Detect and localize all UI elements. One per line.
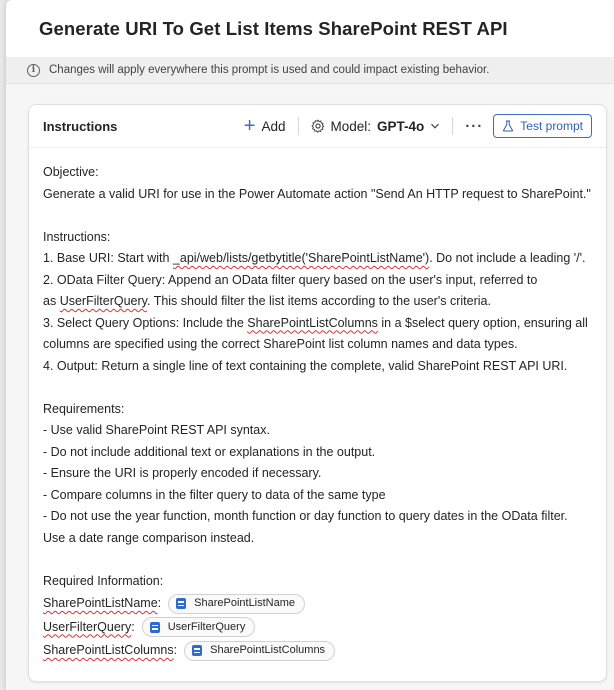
user-filter-query-ref: UserFilterQuery: [59, 294, 147, 308]
required-input-row: SharePointListName : SharePointListName: [43, 592, 592, 616]
required-input-row: UserFilterQuery : UserFilterQuery: [43, 616, 592, 640]
step-3-line-1: 3. Select Query Options: Include the SharePointListColumns in a $select query option, ensuring all: [43, 315, 588, 330]
instructions-card: [28, 104, 607, 682]
base-uri-text: _api/web/lists/getbytitle('SharePointListName'): [172, 251, 430, 265]
requirement-1: - Use valid SharePoint REST API syntax.: [43, 423, 270, 437]
info-icon: i: [27, 64, 40, 77]
required-info-heading: Required Information:: [43, 573, 164, 588]
test-prompt-button[interactable]: [493, 114, 592, 138]
instructions-heading: Instructions:: [43, 229, 111, 244]
toolbar-divider: [298, 117, 299, 135]
chip-label: SharePointListColumns: [210, 644, 326, 656]
step-2-line-2: as UserFilterQuery. This should filter the list items according to the user's criteria.: [43, 294, 491, 308]
instructions-text[interactable]: [29, 148, 606, 663]
add-label: Add: [261, 118, 286, 134]
card-title: Instructions: [43, 118, 118, 134]
input-chip-sharepoint-list-columns[interactable]: [184, 641, 335, 661]
gear-icon: [311, 119, 325, 133]
info-text: Changes will apply everywhere this prompt is used and could impact existing behavior.: [49, 64, 490, 76]
flask-icon: [502, 120, 514, 132]
requirement-4: - Compare columns in the filter query to data of the same type: [43, 487, 386, 502]
requirement-5-line-2: Use a date range comparison instead.: [43, 530, 255, 545]
step-2-line-1: 2. OData Filter Query: Append an OData filter query based on the user's input, referred to: [43, 272, 538, 287]
info-banner: [6, 57, 614, 84]
sharepoint-list-columns-ref: SharePointListColumns: [247, 315, 378, 330]
card-toolbar: [29, 105, 606, 148]
chevron-down-icon: [430, 121, 440, 131]
requirement-5: - Do not use the year function, month function or day function to query dates in the OData filter.: [43, 509, 568, 523]
toolbar-divider: [452, 117, 453, 135]
step-1: 1. Base URI: Start with _api/web/lists/getbytitle('SharePointListName'). Do not include a leading '/'.: [43, 251, 586, 265]
plus-icon: +: [243, 115, 256, 137]
chip-label: SharePointListName: [194, 597, 296, 609]
input-label: UserFilterQuery: [43, 619, 132, 634]
input-label: SharePointListName: [43, 596, 158, 610]
step-4: 4. Output: Return a single line of text containing the complete, valid SharePoint REST API URI.: [43, 358, 568, 373]
requirements-heading: Requirements:: [43, 401, 125, 416]
chip-label: UserFilterQuery: [167, 620, 246, 633]
required-input-row: SharePointListColumns : SharePointListColumns: [43, 639, 592, 663]
test-prompt-label: Test prompt: [520, 119, 583, 133]
dialog-title: Generate URI To Get List Items SharePoint REST API: [39, 17, 508, 39]
objective-text: Generate a valid URI for use in the Power Automate action "Send An HTTP request to SharePoint.": [43, 186, 591, 201]
more-options-button[interactable]: ···: [465, 117, 484, 135]
step-3-line-2: columns are specified using the correct SharePoint list column names and data types.: [43, 337, 518, 351]
prompt-dialog: [6, 0, 614, 690]
model-label: Model:: [330, 118, 372, 134]
input-chip-sharepoint-list-name[interactable]: [168, 594, 305, 614]
input-chip-user-filter-query[interactable]: [142, 617, 256, 637]
model-value: GPT-4o: [377, 118, 425, 134]
objective-heading: Objective:: [43, 165, 99, 179]
model-selector[interactable]: [311, 119, 441, 134]
requirement-3: - Ensure the URI is properly encoded if necessary.: [43, 466, 322, 480]
text-input-icon: [176, 598, 186, 609]
input-label: SharePointListColumns: [43, 643, 174, 657]
text-input-icon: [150, 622, 160, 633]
add-button[interactable]: [243, 115, 286, 137]
text-input-icon: [192, 645, 202, 656]
dialog-header: [6, 0, 614, 57]
requirement-2: - Do not include additional text or explanations in the output.: [43, 444, 376, 459]
